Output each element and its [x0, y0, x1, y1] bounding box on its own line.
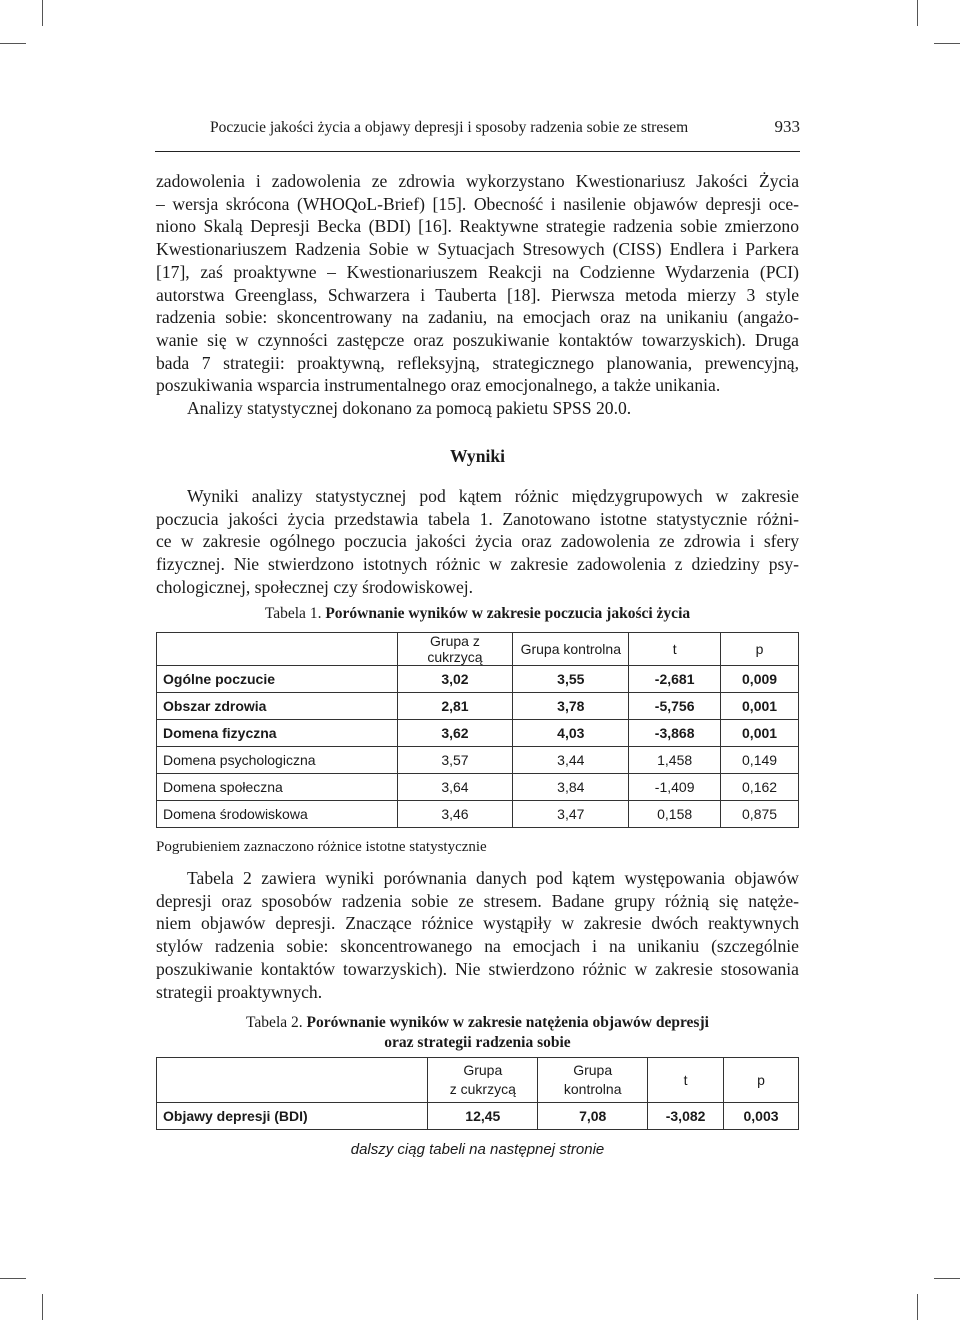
- header-line: z cukrzycą: [449, 1081, 516, 1097]
- table-cell: 3,64: [397, 774, 513, 801]
- header-line: Grupa: [463, 1062, 503, 1078]
- table-cell: 0,162: [721, 774, 799, 801]
- text-line: [156, 374, 799, 397]
- line-text: ce w zakresie ogólnego poczucia jakości życia oraz zadowolenia ze zdrowia i sfery: [156, 531, 799, 552]
- text-line: [156, 284, 799, 307]
- table-header-row: [157, 1058, 799, 1103]
- line-text: Wyniki analizy statystycznej pod kątem różnic międzygrupowych w zakresie: [187, 486, 799, 506]
- line-text: zadowolenia i zadowolenia ze zdrowia wykorzystano Kwestionariusz Jakości Życia: [156, 171, 799, 191]
- line-text: radzenia sobie: skoncentrowany na zadaniu, na emocjach oraz na unikaniu (angażo-: [156, 307, 799, 328]
- table1-note: Pogrubieniem zaznaczono różnice istotne statystycznie: [156, 839, 487, 855]
- column-header: [428, 1058, 538, 1103]
- line-text: strategii proaktywnych.: [156, 981, 323, 1002]
- crop-mark: [42, 0, 43, 26]
- column-header: t: [648, 1058, 724, 1103]
- table-row: [157, 693, 799, 720]
- header-line: Grupa: [573, 1062, 613, 1078]
- text-line: [156, 576, 799, 599]
- table-cell: 0,009: [721, 666, 799, 693]
- table1-label: Tabela 1.: [264, 605, 322, 622]
- line-text: autorstwa Greenglass, Schwarzera i Tauberta [18]. Pierwsza metoda mierzy 3 style: [156, 284, 799, 305]
- line-text: fizycznej. Nie stwierdzono istotnych różnic w zakresie zadowolenia z dziedziny psy-: [156, 554, 799, 575]
- column-header: [538, 1058, 648, 1103]
- line-text: depresji oraz sposobów radzenia sobie ze stresem. Badane grupy różnią się natęże-: [156, 890, 799, 911]
- text-line: [156, 238, 799, 261]
- table-cell: 0,003: [724, 1103, 799, 1130]
- running-title: Poczucie jakości życia a objawy depresji i sposoby radzenia sobie ze stresem: [210, 119, 689, 136]
- table-cell: 3,62: [397, 720, 513, 747]
- row-label: Domena fizyczna: [157, 720, 398, 747]
- header-line: kontrolna: [563, 1081, 622, 1097]
- line-text: niem objawów depresji. Znaczące różnice wystąpiły w zakresie dwóch reaktywnych: [156, 913, 799, 934]
- table-cell: 3,57: [397, 747, 513, 774]
- column-header: Grupa z cukrzycą: [397, 633, 513, 666]
- section-title: Wyniki: [449, 446, 506, 466]
- row-label: Obszar zdrowia: [157, 693, 398, 720]
- crop-mark: [42, 1294, 43, 1320]
- table-cell: -3,868: [629, 720, 721, 747]
- line-text: poszukiwanie kontaktów towarzyskich). Nie stwierdzono różnic w zakresie stosowania: [156, 958, 799, 979]
- table-cell: 3,55: [513, 666, 629, 693]
- table-row: [157, 1103, 799, 1130]
- header-rule: [155, 151, 800, 152]
- table-cell: -3,082: [648, 1103, 724, 1130]
- table-continued-note: dalszy ciąg tabeli na następnej stronie: [350, 1141, 605, 1158]
- table-cell: 4,03: [513, 720, 629, 747]
- text-line: [156, 553, 799, 576]
- line-text: bada 7 strategii: proaktywną, refleksyjną, strategicznego planowania, prewencyjną,: [156, 352, 799, 373]
- row-label: Domena środowiskowa: [157, 801, 398, 828]
- text-line: [156, 306, 799, 329]
- text-line: [156, 867, 799, 890]
- table-row: [157, 720, 799, 747]
- crop-mark: [917, 0, 918, 26]
- table2-intro-paragraph: [156, 867, 799, 1003]
- table-cell: -1,409: [629, 774, 721, 801]
- column-header: p: [724, 1058, 799, 1103]
- text-line: [156, 530, 799, 553]
- row-label: Objawy depresji (BDI): [157, 1103, 428, 1130]
- table-cell: -5,756: [629, 693, 721, 720]
- table-cell: 2,81: [397, 693, 513, 720]
- line-text: poczucia jakości życia przedstawia tabela 1. Zanotowano istotne statystycznie różni-: [156, 508, 799, 529]
- row-label: Ogólne poczucie: [157, 666, 398, 693]
- line-text: wanie się w czynności zastępcze oraz poszukiwanie kontaktów towarzyskich). Druga: [156, 329, 799, 350]
- row-label: Domena społeczna: [157, 774, 398, 801]
- table-cell: 7,08: [538, 1103, 648, 1130]
- crop-mark: [0, 1278, 26, 1279]
- line-text: [17], zaś proaktywne – Kwestionariuszem Reakcji na Codzienne Wydarzenia (PCI): [156, 261, 799, 282]
- line-text: stylów radzenia sobie: skoncentrowanego na emocjach i na unikaniu (szczególnie: [156, 936, 799, 957]
- text-line: [156, 958, 799, 981]
- crop-mark: [934, 1278, 960, 1279]
- text-line: [156, 912, 799, 935]
- table2-title-line1: Porównanie wyników w zakresie natężenia objawów depresji: [306, 1014, 709, 1031]
- table-cell: 12,45: [428, 1103, 538, 1130]
- line-text: Tabela 2 zawiera wyniki porównania danych pod kątem występowania objawów: [187, 868, 799, 888]
- text-line: [156, 485, 799, 508]
- line-text: – wersja skrócona (WHOQoL-Brief) [15]. Obecność i nasilenie objawów depresji oce-: [156, 193, 799, 214]
- spss-paragraph: [156, 397, 799, 420]
- table-row: [157, 666, 799, 693]
- crop-mark: [917, 1294, 918, 1320]
- table-row: [157, 747, 799, 774]
- column-header: [157, 633, 398, 666]
- table-cell: 0,001: [721, 693, 799, 720]
- table2-title-line2: oraz strategii radzenia sobie: [384, 1034, 571, 1051]
- text-line: [156, 890, 799, 913]
- text-line: [156, 170, 799, 193]
- line-text: poszukiwania wsparcia instrumentalnego oraz emocjonalnego, a także unikania.: [156, 375, 721, 396]
- table-cell: 0,001: [721, 720, 799, 747]
- text-line: [156, 215, 799, 238]
- table1: [156, 632, 799, 828]
- line-text: chologicznej, społecznej czy środowiskowej.: [156, 576, 474, 597]
- column-header: p: [721, 633, 799, 666]
- table-cell: 3,44: [513, 747, 629, 774]
- row-label: Domena psychologiczna: [157, 747, 398, 774]
- line-text: Kwestionariuszem Radzenia Sobie w Sytuacjach Stresowych (CISS) Endlera i Parkera: [156, 239, 799, 260]
- methods-paragraph: [156, 170, 799, 397]
- column-header: t: [629, 633, 721, 666]
- table-cell: 3,02: [397, 666, 513, 693]
- table-row: [157, 801, 799, 828]
- table1-caption: [156, 604, 799, 624]
- table2: [156, 1057, 799, 1130]
- table-cell: 0,875: [721, 801, 799, 828]
- spss-sentence: Analizy statystycznej dokonano za pomocą pakietu SPSS 20.0.: [187, 398, 632, 418]
- text-line: [156, 329, 799, 352]
- running-header: [210, 119, 800, 143]
- table-cell: 3,46: [397, 801, 513, 828]
- table1-title: Porównanie wyników w zakresie poczucia jakości życia: [325, 605, 691, 622]
- table-cell: 1,458: [629, 747, 721, 774]
- text-line: [156, 352, 799, 375]
- text-line: [156, 981, 799, 1004]
- page-number: 933: [774, 117, 800, 136]
- table-header-row: [157, 633, 799, 666]
- table-cell: -2,681: [629, 666, 721, 693]
- text-line: [156, 193, 799, 216]
- table2-caption: [156, 1013, 799, 1053]
- text-line: [156, 935, 799, 958]
- column-header: [157, 1058, 428, 1103]
- table-cell: 3,78: [513, 693, 629, 720]
- table-cell: 3,84: [513, 774, 629, 801]
- table-cell: 3,47: [513, 801, 629, 828]
- text-line: [156, 261, 799, 284]
- table-row: [157, 774, 799, 801]
- crop-mark: [0, 43, 26, 44]
- text-line: [156, 508, 799, 531]
- results-paragraph: [156, 485, 799, 599]
- crop-mark: [934, 43, 960, 44]
- table-cell: 0,149: [721, 747, 799, 774]
- column-header: Grupa kontrolna: [513, 633, 629, 666]
- table-cell: 0,158: [629, 801, 721, 828]
- table2-label: Tabela 2.: [246, 1014, 303, 1031]
- line-text: niono Skalą Depresji Becka (BDI) [16]. Reaktywne strategie radzenia sobie zmierzono: [156, 216, 799, 237]
